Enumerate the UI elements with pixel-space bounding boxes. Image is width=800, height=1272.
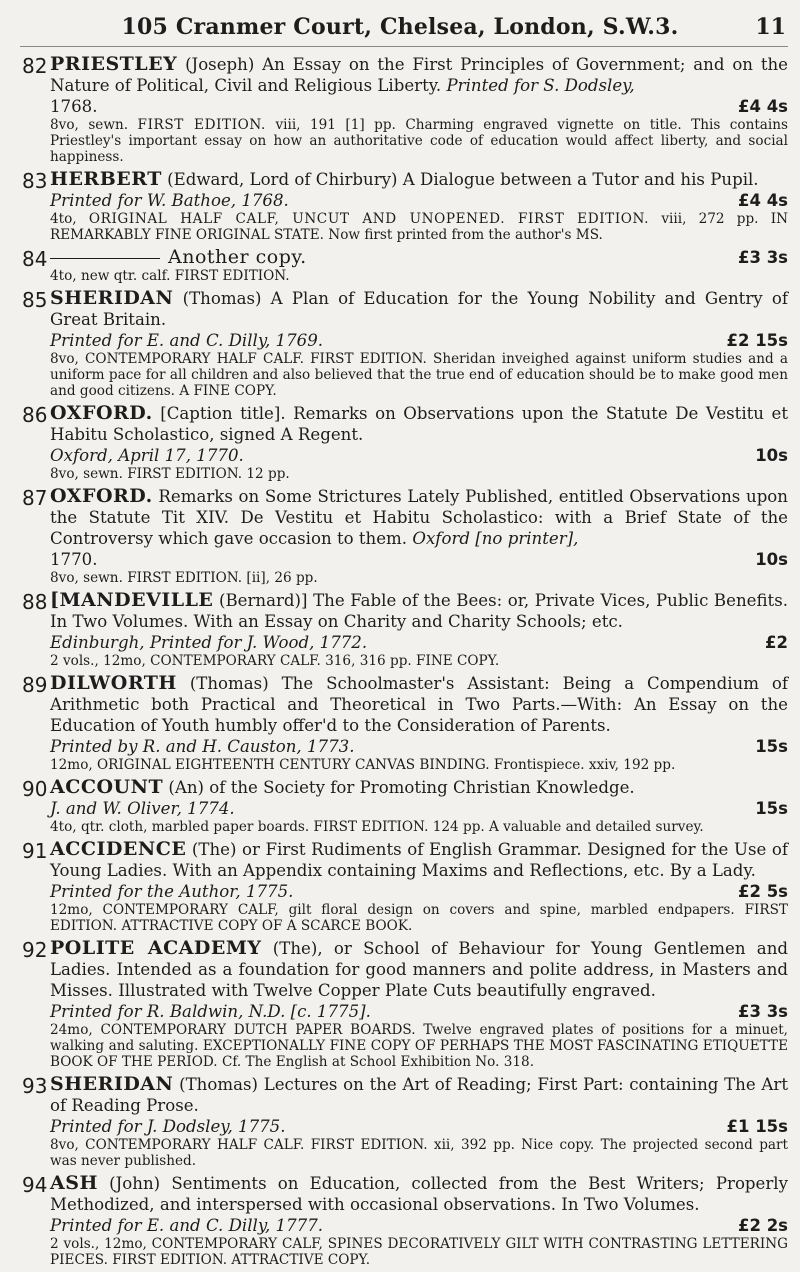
entry-imprint: Edinburgh, Printed for J. Wood, 1772. (50, 633, 368, 652)
entry-description: 2 vols., 12mo, CONTEMPORARY CALF. 316, 316 pp. FINE COPY. (50, 653, 500, 669)
entry-title: (Thomas) The Schoolmaster's Assistant: Being a Compendium of Arithmetic both Practical and Theoretical in Two Parts.—With: An Essay on the Education of Youth humbly offer'd to the Consideration of Parents. (50, 674, 789, 735)
entry-author: SHERIDAN (50, 287, 174, 309)
entry-number: 82 (22, 54, 48, 78)
entry-price: £3 3s (737, 248, 788, 267)
entry-author: PRIESTLEY (50, 53, 178, 75)
header-rule (20, 46, 788, 47)
entry-imprint: Printed by R. and H. Causton, 1773. (50, 737, 355, 756)
entry-number: 92 (22, 938, 48, 962)
catalogue-entry (0, 590, 800, 669)
entry-price: 15s (755, 799, 788, 818)
entry-description: 12mo, CONTEMPORARY CALF, gilt floral design on covers and spine, marbled endpapers. FIRST EDITION. ATTRACTIVE COPY OF A SCARCE BOOK. (50, 902, 788, 934)
entry-number: 94 (22, 1173, 48, 1197)
catalogue-entry (0, 288, 800, 399)
entry-imprint: Printed for E. and C. Dilly, 1777. (50, 1216, 324, 1235)
catalogue-entry (0, 403, 800, 482)
entry-imprint: Printed for S. Dodsley, (446, 76, 635, 95)
entry-number: 93 (22, 1074, 48, 1098)
entry-description: 8vo, sewn. FIRST EDITION. [ii], 26 pp. (50, 570, 318, 586)
entry-title: [Caption title]. Remarks on Observations upon the Statute De Vestitu et Habitu Scholastico, signed A Regent. (50, 404, 788, 444)
entry-title: (Thomas) Lectures on the Art of Reading; First Part: containing The Art of Reading Prose. (50, 1075, 788, 1115)
entry-title: Another copy. (168, 246, 307, 268)
entry-imprint: J. and W. Oliver, 1774. (50, 799, 235, 818)
entry-author: DILWORTH (50, 672, 177, 694)
entry-description: 24mo, CONTEMPORARY DUTCH PAPER BOARDS. Twelve engraved plates of positions for a minuet, walking and saluting. EXCEPTIONALLY FINE COPY OF PERHAPS THE MOST FASCINATING ETIQUETTE BOOK OF THE PERIOD. Cf. The English at School Exhibition No. 318. (50, 1022, 788, 1070)
entry-title: (An) of the Society for Promoting Christian Knowledge. (168, 778, 635, 797)
entry-number: 87 (22, 486, 48, 510)
entry-author: OXFORD. (50, 485, 153, 507)
page-title: 105 Cranmer Court, Chelsea, London, S.W.3. (121, 14, 679, 40)
entry-price: £2 15s (726, 331, 788, 350)
entry-imprint: Printed for R. Baldwin, N.D. [c. 1775]. (50, 1002, 371, 1021)
entry-title: (Edward, Lord of Chirbury) A Dialogue between a Tutor and his Pupil. (167, 170, 759, 189)
entry-author: HERBERT (50, 168, 162, 190)
entry-price: £2 5s (737, 882, 788, 901)
catalogue-entry (0, 673, 800, 773)
entry-description: 12mo, ORIGINAL EIGHTEENTH CENTURY CANVAS BINDING. Frontispiece. xxiv, 192 pp. (50, 757, 676, 773)
entry-description: 2 vols., 12mo, CONTEMPORARY CALF, SPINES DECORATIVELY GILT WITH CONTRASTING LETTERING PIECES. FIRST EDITION. ATTRACTIVE COPY. (50, 1236, 788, 1268)
entry-edition: FIRST EDITION. (137, 117, 266, 133)
entry-author: ACCIDENCE (50, 838, 187, 860)
entry-description: 8vo, CONTEMPORARY HALF CALF. FIRST EDITION. Sheridan inveighed against uniform studies and a uniform pace for all children and also believed that the true end of education should be to make good men and good citizens. A FINE COPY. (50, 351, 788, 399)
page-header (0, 14, 800, 44)
entry-description: 8vo, CONTEMPORARY HALF CALF. FIRST EDITION. xii, 392 pp. Nice copy. The projected second part was never published. (50, 1137, 788, 1169)
entry-description: viii, 191 [1] pp. Charming engraved vignette on title. This contains Priestley's important essay on how an authoritative code of education would affect liberty, and social happiness. (50, 117, 788, 165)
entry-title: (Thomas) A Plan of Education for the Young Nobility and Gentry of Great Britain. (50, 289, 788, 329)
entry-price: 10s (755, 446, 788, 465)
entry-author: OXFORD. (50, 402, 153, 424)
entry-price: £2 2s (737, 1216, 788, 1235)
catalogue-entry (0, 486, 800, 586)
catalogue-entry (0, 169, 800, 243)
entry-author: ACCOUNT (50, 776, 164, 798)
entry-number: 84 (22, 247, 48, 271)
entry-author: ASH (50, 1172, 98, 1194)
entry-format: 8vo, sewn. (50, 117, 129, 133)
entry-number: 85 (22, 288, 48, 312)
page-number: 11 (755, 14, 786, 40)
entry-title: (The) or First Rudiments of English Grammar. Designed for the Use of Young Ladies. With an Appendix containing Maxims and Reflections, etc. By a Lady. (50, 840, 789, 880)
entry-title: (John) Sentiments on Education, collected from the Best Writers; Properly Methodized, and interspersed with occasional observations. In Two Volumes. (50, 1174, 788, 1214)
entry-price: 15s (755, 737, 788, 756)
ditto-rule (50, 258, 160, 259)
entry-number: 83 (22, 169, 48, 193)
entry-number: 91 (22, 839, 48, 863)
catalogue-entry (0, 839, 800, 934)
entry-imprint: Printed for W. Bathoe, 1768. (50, 191, 289, 210)
entry-author: SHERIDAN (50, 1073, 174, 1095)
entry-edition: ORIGINAL HALF CALF, UNCUT AND UNOPENED. FIRST EDITION. (88, 211, 650, 227)
entry-imprint: Printed for E. and C. Dilly, 1769. (50, 331, 324, 350)
entry-imprint: Printed for the Author, 1775. (50, 882, 294, 901)
entry-title: (Bernard)] The Fable of the Bees: or, Private Vices, Public Benefits. In Two Volumes. With an Essay on Charity and Charity Schools; etc. (50, 591, 788, 631)
entry-title: (The), or School of Behaviour for Young Gentlemen and Ladies. Intended as a foundation for good manners and polite address, in Masters and Misses. Illustrated with Twelve Copper Plate Cuts beautifully engraved. (50, 939, 789, 1000)
entry-price: £2 (765, 633, 788, 652)
entry-price: £3 3s (737, 1002, 788, 1021)
entry-imprint: Oxford [no printer], (412, 529, 579, 548)
entry-title: (Joseph) An Essay on the First Principles of Government; and on the Nature of Political, Civil and Religious Liberty. (50, 55, 788, 95)
entry-price: 10s (755, 550, 788, 569)
entry-author: [MANDEVILLE (50, 589, 214, 611)
catalogue-entry (0, 54, 800, 165)
catalogue-entries (0, 54, 800, 1272)
entry-number: 89 (22, 673, 48, 697)
entry-year: 1770. (50, 550, 98, 569)
entry-imprint: Oxford, April 17, 1770. (50, 446, 244, 465)
entry-imprint: Printed for J. Dodsley, 1775. (50, 1117, 286, 1136)
catalogue-entry (0, 247, 800, 284)
entry-price: £1 15s (726, 1117, 788, 1136)
entry-number: 86 (22, 403, 48, 427)
entry-number: 90 (22, 777, 48, 801)
entry-price: £4 4s (737, 191, 788, 210)
entry-description: viii, 272 pp. IN REMARKABLY FINE ORIGINAL STATE. Now first printed from the author's MS. (50, 211, 788, 243)
catalogue-entry (0, 938, 800, 1070)
entry-title: Remarks on Some Strictures Lately Published, entitled Observations upon the Statute Tit XIV. De Vestitu et Habitu Scholastico: with a Brief State of the Controversy which gave occasion to them. (50, 487, 788, 548)
entry-description: 4to, new qtr. calf. FIRST EDITION. (50, 268, 290, 284)
entry-format: 4to, (50, 211, 77, 227)
entry-description: 8vo, sewn. FIRST EDITION. 12 pp. (50, 466, 290, 482)
catalogue-entry (0, 777, 800, 835)
catalogue-entry (0, 1074, 800, 1169)
entry-year: 1768. (50, 97, 98, 116)
entry-price: £4 4s (737, 97, 788, 116)
entry-author: POLITE ACADEMY (50, 937, 262, 959)
entry-description: 4to, qtr. cloth, marbled paper boards. FIRST EDITION. 124 pp. A valuable and detailed survey. (50, 819, 704, 835)
catalogue-entry (0, 1173, 800, 1268)
entry-number: 88 (22, 590, 48, 614)
